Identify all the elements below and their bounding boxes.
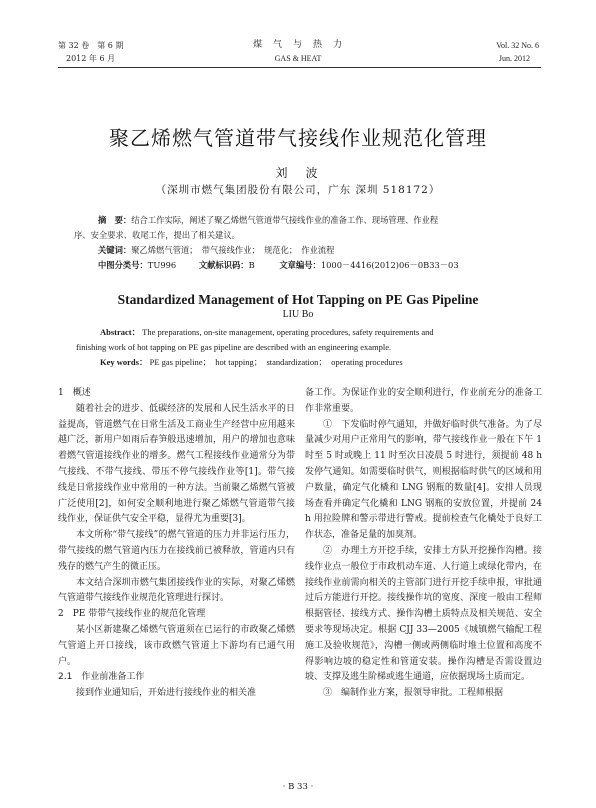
header-journal-en: GAS & HEAT	[274, 54, 322, 63]
abstract-en-line1: The preparations, on-site management, operating procedures, safety requirements and	[142, 327, 434, 337]
header-rule	[58, 67, 541, 68]
section-2-paragraph-1: 某小区新建聚乙烯燃气管道须在已运行的市政聚乙烯燃气管道上开口接线，该市政燃气管道上下游均有已通气用户。	[58, 624, 295, 667]
section-2-heading: 2 PE 带带气接线作业的规范化管理	[58, 609, 206, 620]
right-column	[305, 386, 542, 702]
section-1-heading: 1 概述	[58, 388, 91, 398]
clc-label: 中图分类号：	[98, 260, 148, 270]
keywords-en-label: Key words：	[100, 357, 148, 367]
keywords-cn-label: 关键词：	[98, 245, 132, 255]
clc-code: TU996	[147, 260, 177, 270]
right-paragraph-0: 备工作。为保证作业的安全顺利进行，作业前充分的准备工作非常重要。	[305, 388, 542, 414]
keywords-en: PE gas pipeline； hot tapping； standardization； operating procedures	[149, 357, 403, 367]
article-no-label: 文章编号：	[279, 260, 321, 270]
abstract-en	[76, 325, 526, 370]
paper-title: 聚乙烯燃气管道带气接线作业规范化管理	[109, 126, 487, 150]
doc-code-label: 文献标识码：	[198, 260, 249, 270]
section-1-paragraph-2: 本文所称“带气接线”的燃气管道的压力并非运行压力，带气接线的燃气管道内压力在接线前已被释放，管道内只有残存的燃气产生的微正压。	[58, 530, 295, 572]
author: 刘 波	[275, 166, 321, 180]
affiliation: （深圳市燃气集团股份有限公司，广东 深圳 518172）	[155, 184, 441, 196]
header-journal-cn: 煤 气 与 热 力	[252, 40, 343, 50]
abstract-cn	[74, 213, 526, 273]
right-paragraph-2: ② 办理土方开挖手续，安排土方队开挖操作沟槽。接线作业点一般位于市政机动车道、人行道上或绿化带内，在接线作业前需向相关的主管部门进行开挖手续申报，审批通过后方能进行开挖。接线操作坑的宽度、深度一般由工程师根据管径、接线方式、操作沟槽土质特点及相关规范、安全要求等现场决定。根据 CJJ 33—2005《城镇燃气输配工程施工及验收规范》，沟槽一侧或两侧临时堆土位置和高度不得影响边坡的稳定性和管道安装。操作沟槽是否需设置边坡、支撑及逃生阶梯或逃生通道，应依据现场土质而定。	[305, 545, 542, 683]
page-number: · B 33 ·	[282, 782, 314, 792]
abstract-cn-line1: 结合工作实际，阐述了聚乙烯燃气管道带气接线作业的准备工作、现场管理、作业程	[131, 215, 439, 225]
header-date-en: Jun. 2012	[498, 54, 530, 63]
section-2-1-heading: 2.1 作业前准备工作	[58, 672, 145, 683]
header-volume-en: Vol. 32 No. 6	[496, 41, 539, 50]
section-1-paragraph-3: 本文结合深圳市燃气集团接线作业的实际，对聚乙烯燃气管道带气接线作业规范化管理进行探讨。	[58, 577, 295, 604]
title-en: Standardized Management of Hot Tapping on PE Gas Pipeline	[117, 292, 479, 307]
section-2-1-paragraph-1: 接到作业通知后，开始进行接线作业的相关准	[76, 688, 257, 699]
keywords-cn: 聚乙烯燃气管道； 带气接线作业； 规范化； 作业流程	[131, 245, 335, 255]
header-volume: 第 32 卷 第 6 期	[58, 41, 124, 50]
right-paragraph-3: ③ 编制作业方案，报领导审批。工程师根据	[323, 688, 504, 699]
doc-code: B	[248, 260, 255, 270]
abstract-cn-label: 摘 要：	[98, 215, 132, 225]
abstract-en-line2: finishing work of hot tapping on PE gas pipeline are described with an engineering example.	[76, 342, 392, 352]
article-no: 1000－4416(2012)06－0B33－03	[320, 260, 459, 270]
right-paragraph-1: ① 下发临时停气通知，并做好临时供气准备。为了尽量减少对用户正常用气的影响，带气接线作业一般在下午 1 时至 5 时或晚上 11 时至次日凌晨 5 时进行，须提前 48 h 发停气通知。如需要临时供气，则根据临时供气的区域和用户数量，确定气化橇和 LNG 钢瓶的数量[4]。安排人员现场查看并确定气化橇和 LNG 钢瓶的安放位置，并提前 24 h 用拉险牌和警示带进行警戒。提前检查气化橇处于良好工作状态，准备足量的加臭剂。	[305, 419, 542, 541]
author-en: LIU Bo	[282, 309, 314, 320]
abstract-en-label: Abstract：	[100, 327, 141, 337]
left-column	[58, 386, 295, 702]
section-1-paragraph-1: 随着社会的进步、低碳经济的发展和人民生活水平的日益提高，管道燃气在日常生活及工商业生产经营中应用越来越广泛，新用户如雨后春笋般迅速增加，用户的增加也意味着燃气管道接线作业的增多。燃气工程接线作业通常分为带气接线、不带气接线、带压不停气接线作业等[1]。带气接线是日常接线作业中常用的一种方法。当前聚乙烯燃气管被广泛使用[2]，如何安全顺利地进行聚乙烯燃气管道带气接线作业，保证供气安全平稳，显得尤为重要[3]。	[58, 403, 295, 525]
abstract-cn-line2: 序、安全要求、收尾工作，提出了相关建议。	[74, 230, 240, 240]
header-date: 2012 年 6 月	[66, 54, 116, 63]
